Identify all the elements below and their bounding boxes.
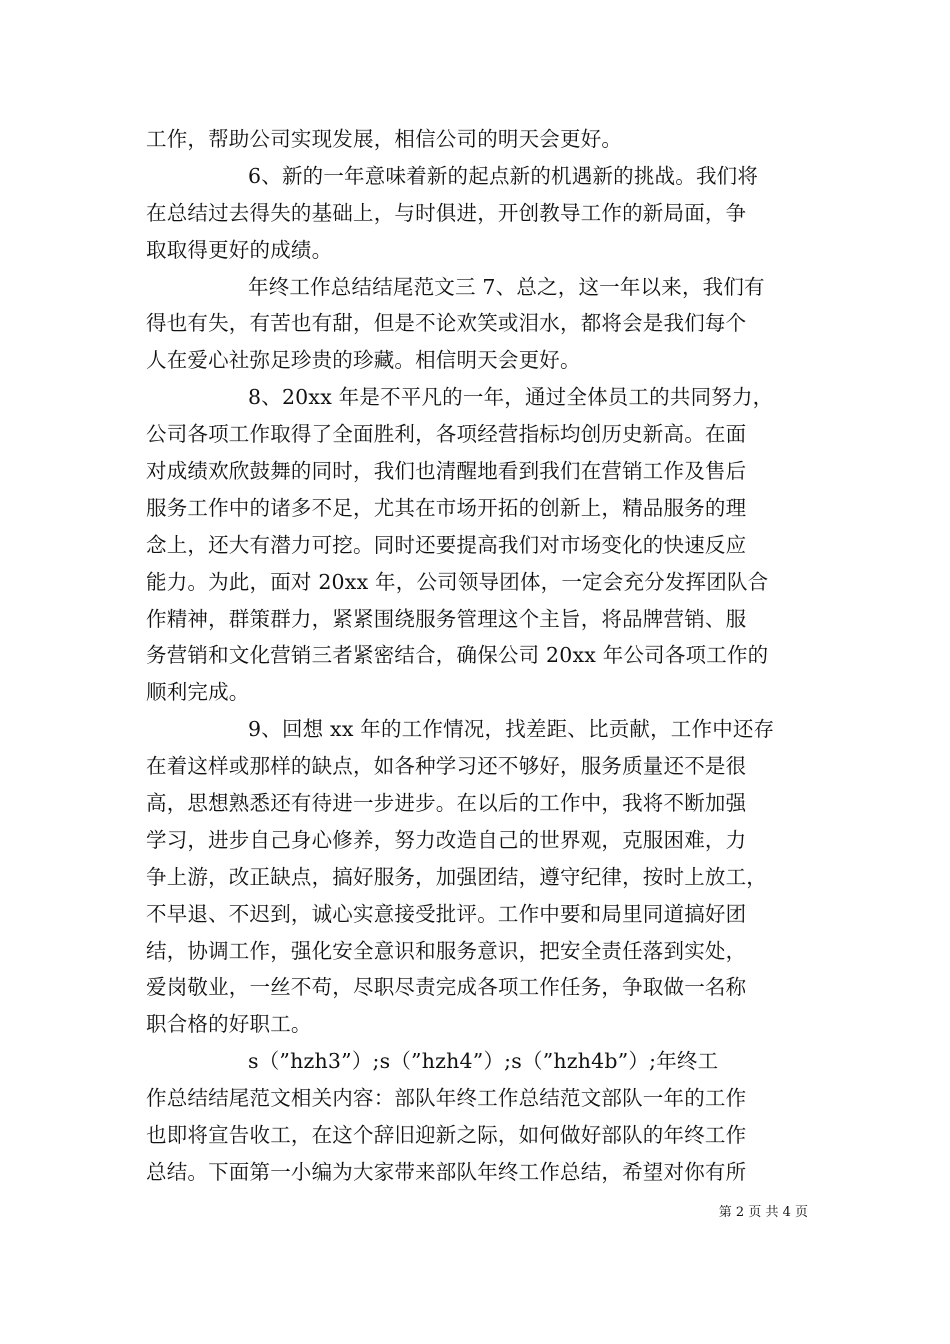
paragraph-first-line: 8、20xx 年是不平凡的一年，通过全体员工的共同努力，	[248, 385, 774, 410]
page-number: 第 2 页 共 4 页	[718, 1205, 808, 1220]
text-line: 作精神，群策群力，紧紧围绕服务管理这个主旨，将品牌营销、服	[146, 606, 747, 631]
text-line: 工作，帮助公司实现发展，相信公司的明天会更好。	[146, 127, 623, 151]
text-line: 顺利完成。	[146, 680, 250, 705]
paragraph-first-line: 年终工作总结结尾范文三 7、总之，这一年以来，我们有	[248, 274, 765, 299]
text-line: 公司各项工作取得了全面胜利，各项经营指标均创历史新高。在面	[146, 422, 747, 447]
document-body	[146, 121, 814, 1191]
text-line: 在总结过去得失的基础上，与时俱进，开创教导工作的新局面，争	[146, 200, 747, 225]
text-line: 能力。为此，面对 20xx 年，公司领导团体，一定会充分发挥团队合	[146, 569, 769, 594]
paragraph-first-line: 9、回想 xx 年的工作情况，找差距、比贡献，工作中还存	[248, 717, 775, 742]
text-line: 学习，进步自己身心修养，努力改造自己的世界观，克服困难，力	[146, 827, 747, 852]
text-line: 职合格的好职工。	[146, 1012, 312, 1037]
text-line: 得也有失，有苦也有甜，但是不论欢笑或泪水，都将会是我们每个	[146, 311, 747, 336]
paragraph-first-line: s（”hzh3”）;s（”hzh4”）;s（”hzh4b”）;年终工	[248, 1049, 719, 1074]
text-line: 作总结结尾范文相关内容：部队年终工作总结范文部队一年的工作	[146, 1086, 747, 1111]
text-line: 总结。下面第一小编为大家带来部队年终工作总结，希望对你有所	[146, 1159, 747, 1184]
paragraph-first-line: 6、新的一年意味着新的起点新的机遇新的挑战。我们将	[248, 163, 759, 188]
text-line: 争上游，改正缺点，搞好服务，加强团结，遵守纪律，按时上放工，	[146, 864, 767, 889]
text-line: 务营销和文化营销三者紧密结合，确保公司 20xx 年公司各项工作的	[146, 643, 769, 668]
text-line: 服务工作中的诸多不足，尤其在市场开拓的创新上，精品服务的理	[146, 495, 747, 520]
text-line: 不早退、不迟到，诚心实意接受批评。工作中要和局里同道搞好团	[146, 901, 747, 926]
text-line: 念上，还大有潜力可挖。同时还要提高我们对市场变化的快速反应	[146, 532, 747, 557]
text-line: 人在爱心社弥足珍贵的珍藏。相信明天会更好。	[146, 348, 581, 373]
text-line: 在着这样或那样的缺点，如各种学习还不够好，服务质量还不是很	[146, 754, 747, 779]
text-line: 爱岗敬业，一丝不苟，尽职尽责完成各项工作任务，争取做一名称	[146, 975, 747, 1000]
text-line: 结，协调工作，强化安全意识和服务意识，把安全责任落到实处，	[146, 938, 747, 963]
text-line: 也即将宣告收工，在这个辞旧迎新之际，如何做好部队的年终工作	[146, 1123, 747, 1148]
text-line: 取取得更好的成绩。	[146, 237, 333, 262]
text-line: 对成绩欢欣鼓舞的同时，我们也清醒地看到我们在营销工作及售后	[146, 459, 747, 484]
text-line: 高，思想熟悉还有待进一步进步。在以后的工作中，我将不断加强	[146, 791, 747, 816]
